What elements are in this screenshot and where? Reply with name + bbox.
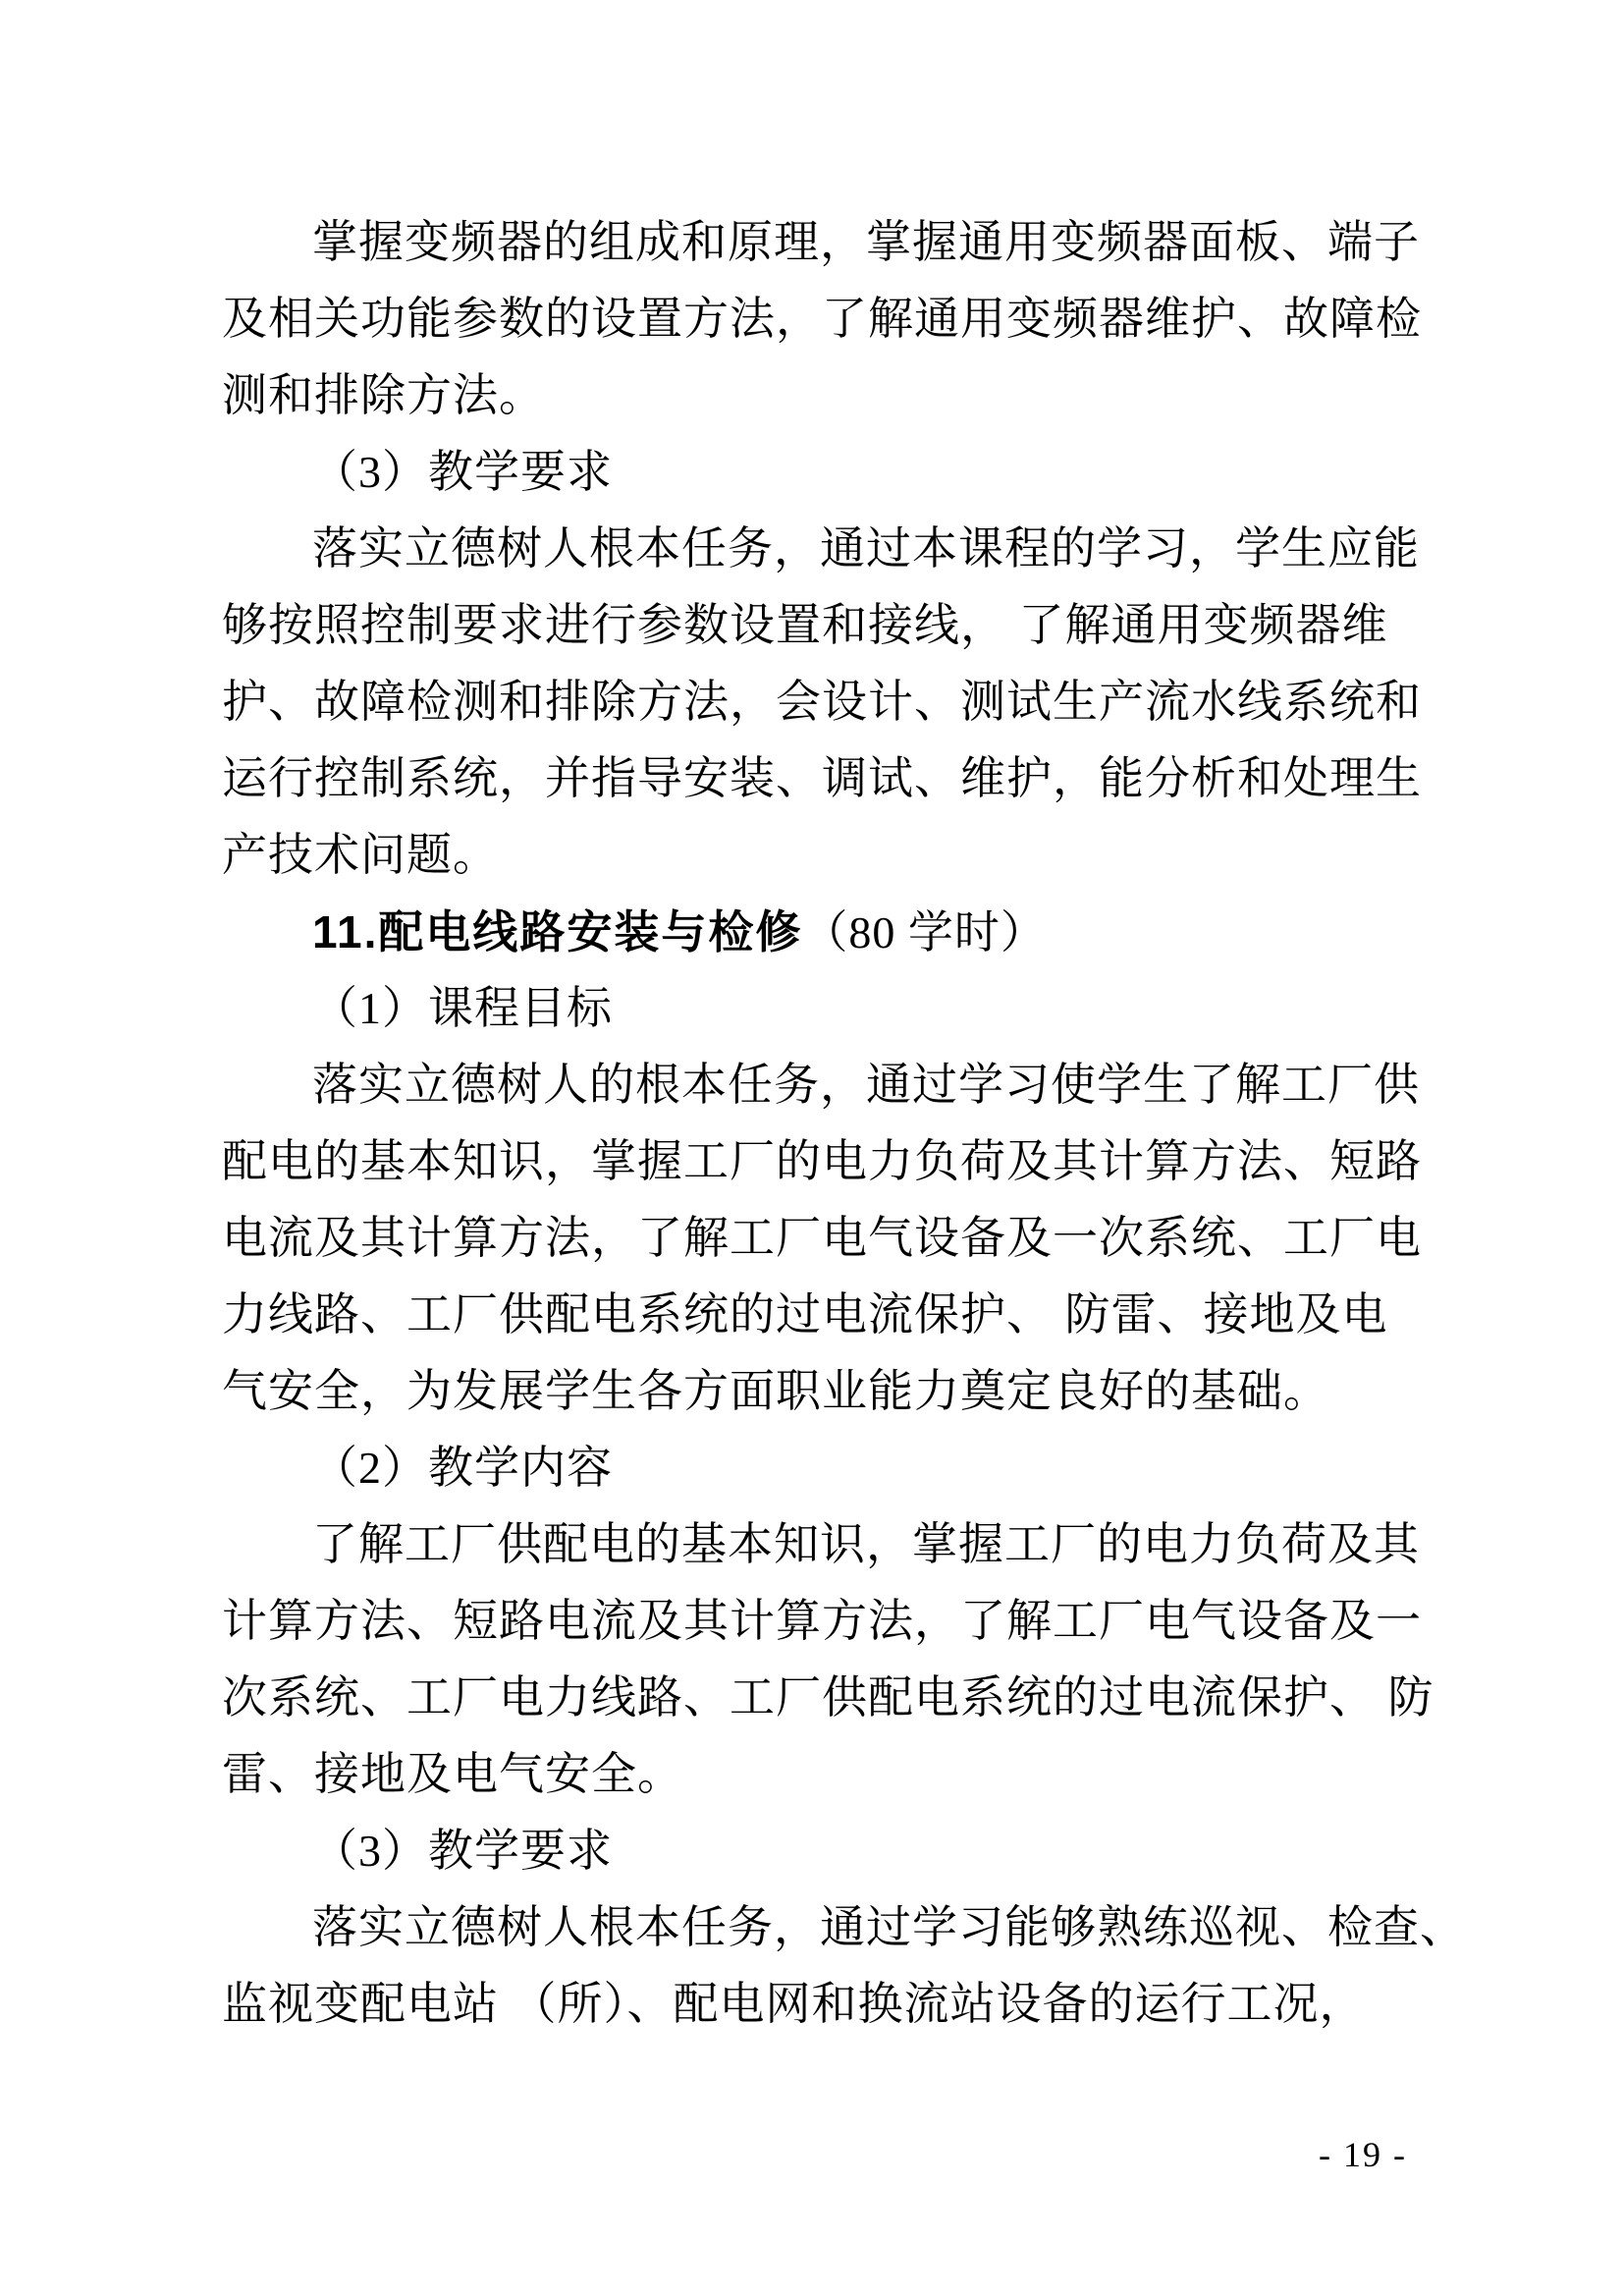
subsection-heading-teaching-content: （2）教学内容 — [312, 1443, 613, 1493]
body-line: 配电的基本知识，掌握工厂的电力负荷及其计算方法、短路 — [222, 1136, 1422, 1186]
course-heading-title: 11.配电线路安装与检修 — [312, 906, 803, 957]
subsection-heading-teaching-requirements: （3）教学要求 — [312, 1826, 613, 1876]
body-line: 产技术问题。 — [222, 830, 499, 880]
body-line: 测和排除方法。 — [222, 370, 545, 420]
body-line: 掌握变频器的组成和原理，掌握通用变频器面板、端子 — [312, 217, 1420, 267]
body-line: 落实立德树人根本任务，通过学习能够熟练巡视、检查、 — [312, 1902, 1466, 1952]
body-line: 雷、接地及电气安全。 — [222, 1749, 683, 1799]
body-line: 计算方法、短路电流及其计算方法，了解工厂电气设备及一 — [222, 1596, 1422, 1646]
body-line: 监视变配电站 （所）、配电网和换流站设备的运行工况， — [222, 1979, 1366, 2029]
body-line: 护、故障检测和排除方法，会设计、测试生产流水线系统和 — [222, 677, 1422, 727]
body-line: 次系统、工厂电力线路、工厂供配电系统的过电流保护、 防 — [222, 1672, 1434, 1722]
body-line: 气安全，为发展学生各方面职业能力奠定良好的基础。 — [222, 1366, 1329, 1416]
subsection-heading-teaching-requirements: （3）教学要求 — [312, 447, 613, 497]
subsection-heading-course-objectives: （1）课程目标 — [312, 983, 613, 1033]
course-heading — [222, 894, 1405, 970]
body-line: 运行控制系统，并指导安装、调试、维护，能分析和处理生 — [222, 753, 1422, 803]
course-heading-hours: （80 学时） — [802, 907, 1047, 957]
document-body — [222, 204, 1466, 2043]
body-line: 落实立德树人根本任务，通过本课程的学习，学生应能 — [312, 523, 1420, 574]
body-line: 了解工厂供配电的基本知识，掌握工厂的电力负荷及其 — [312, 1519, 1420, 1569]
body-line: 及相关功能参数的设置方法，了解通用变频器维护、故障检 — [222, 294, 1422, 344]
body-line: 电流及其计算方法，了解工厂电气设备及一次系统、工厂电 — [222, 1213, 1422, 1263]
body-line: 够按照控制要求进行参数设置和接线， 了解通用变频器维 — [222, 600, 1388, 650]
body-line: 落实立德树人的根本任务，通过学习使学生了解工厂供 — [312, 1060, 1420, 1110]
page-number: - 19 - — [1319, 2135, 1407, 2174]
body-line: 力线路、工厂供配电系统的过电流保护、 防雷、接地及电 — [222, 1289, 1388, 1339]
